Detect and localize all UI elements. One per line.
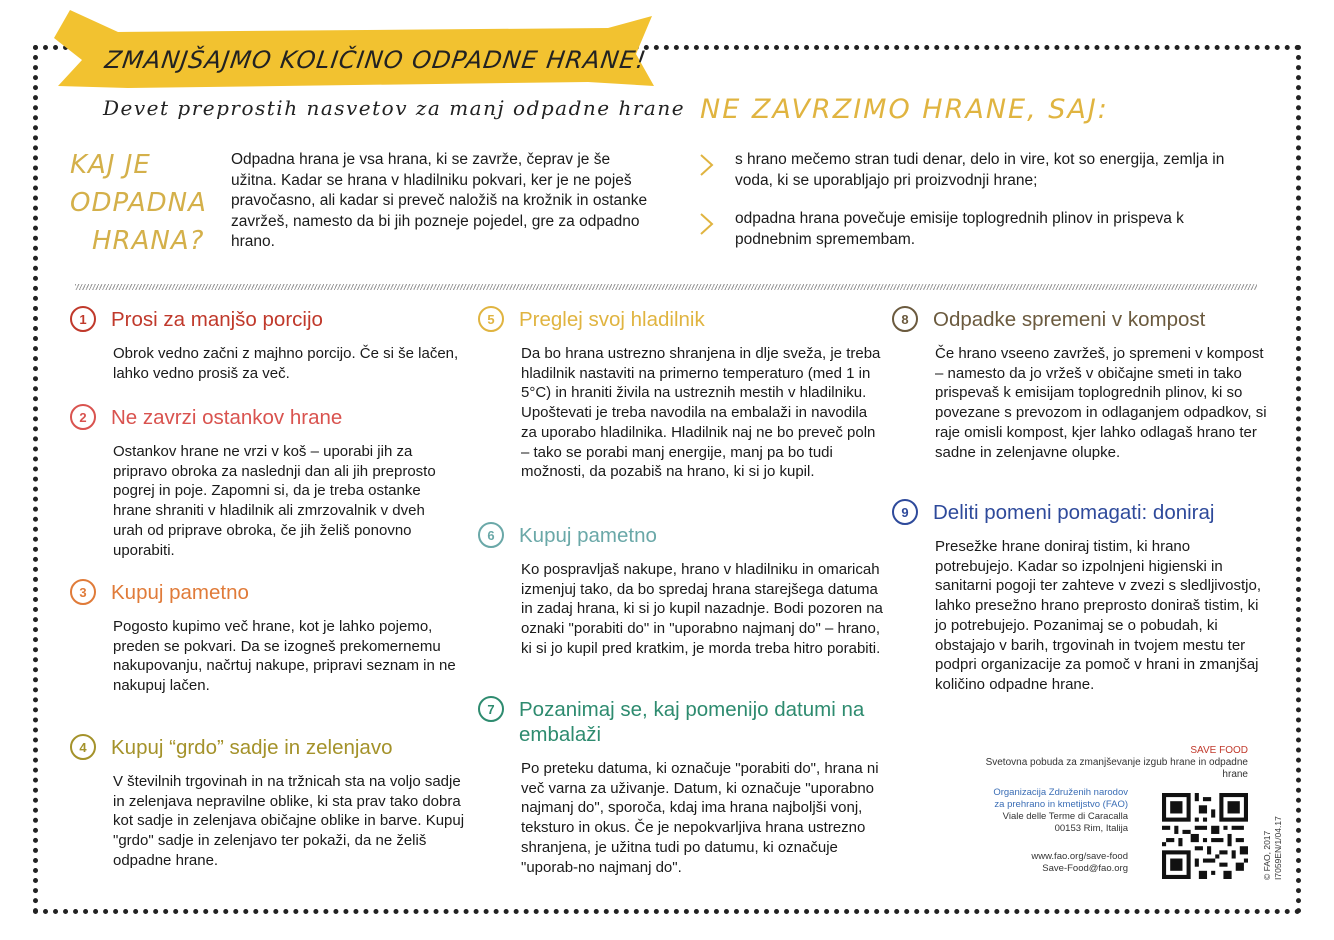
reason-item (697, 150, 1257, 191)
heading-line: KAJ JE (70, 150, 151, 180)
heading-line: ODPADNA (70, 188, 207, 218)
number-badge: 7 (478, 696, 504, 722)
publication-code: I7059EN/1/04.17 (1273, 816, 1283, 880)
chevron-right-icon (697, 211, 717, 237)
chevron-right-icon (697, 152, 717, 178)
reasons-list (697, 150, 1257, 268)
tip-title: Kupuj “grdo” sadje in zelenjavo (111, 736, 393, 759)
number-badge: 5 (478, 306, 504, 332)
tip-text: Da bo hrana ustrezno shranjena in dlje sveža, je treba hladilnik nastaviti na primerno temperaturo (med 1 in 5°C) in hraniti živila na ustreznih mestih v hladilniku. Upoštevati je treba navodila na embalaži in navodila za uporabo hladilnika. Hladilnik naj ne bo preveč poln – tako se porabi manj energije, manj pa bo tudi možnosti, da pozabiš na hrano, ki si jo kupil. (521, 345, 881, 481)
address-line: Viale delle Terme di Caracalla (1002, 811, 1128, 822)
tip-text: Ostankov hrane ne vrzi v koš – uporabi jih za pripravo obroka za naslednji dan ali jih preprosto pogrej in poje. Zapomni si, da je treba ostanke hrane shraniti v hladilnik ali zmrzovalnik v dveh urah od priprave obroka, če jih želiš ponovno uporabiti. (113, 443, 436, 559)
tip-title: Odpadke spremeni v kompost (933, 308, 1206, 331)
tip-5 (478, 307, 888, 482)
tip-9 (892, 500, 1272, 695)
reason-text: s hrano mečemo stran tudi denar, delo in vire, kot so energija, zemlja in voda, ki se uporabljajo pri proizvodnji hrane; (735, 151, 1225, 189)
save-food-label: SAVE FOOD (1190, 745, 1248, 756)
tip-title: Ne zavrzi ostankov hrane (111, 406, 343, 429)
tip-7 (478, 697, 888, 877)
definition-text: Odpadna hrana je vsa hrana, ki se zavrže, čeprav je še užitna. Kadar se hrana v hladilniku pokvari, ker je ne poješ pravočasno, ali kadar si preveč naložiš na krožnik in ostanke zavržeš, namesto da bi jih pozneje pojedel, gre za odpadno hrano. (231, 151, 648, 250)
number-badge: 8 (892, 306, 918, 332)
divider (75, 284, 1257, 290)
tip-title: Kupuj pametno (111, 581, 249, 604)
tip-title: Deliti pomeni pomagati: doniraj (933, 501, 1215, 524)
banner-title: ZMANJŠAJMO KOLIČINO ODPADNE HRANE! (103, 46, 649, 74)
tip-text: Če hrano vseeno zavržeš, jo spremeni v kompost – namesto da jo vržeš v običajne smeti in tako prispevaš k emisijam toplogrednih plinov, ki so povezane s prevozom in odlaganjem odpadkov, si raje omisli kompost, kjer lahko odlagaš hrano ter sadne in zelenjavne olupke. (935, 345, 1267, 461)
tip-title: Prosi za manjšo porcijo (111, 308, 323, 331)
tip-text: Pogosto kupimo več hrane, kot je lahko pojemo, preden se pokvari. Da se izogneš prekomernemu nakupovanju, načrtuj nakupe, pripravi seznam in ne nakupuj lačen. (113, 618, 456, 695)
tip-3 (70, 580, 470, 696)
tip-text: V številnih trgovinah in na tržnicah sta na voljo sadje in zelenjava nepravilne oblike, ki sta prav tako dobra kot sadje in zelenjava običajne oblike in barve. Kupuj "grdo" sadje in zelenjavo ter pokaži, da ne želiš odpadne hrane. (113, 773, 465, 869)
number-badge: 4 (70, 734, 96, 760)
copyright-text: © FAO, 2017 (1262, 830, 1272, 880)
tip-text: Ko pospravljaš nakupe, hrano v hladilniku in omaricah izmenjuj tako, da bo spredaj hrana starejšega datuma in zadaj hrana, ki si jo kupil nazadnje. Bodi pozoren na oznaki "porabiti do" in "uporabno najmanj do" – hrano, ki si jo kupil pred kratkim, je morda treba hitro porabiti. (521, 561, 883, 657)
web-link[interactable]: www.fao.org/save-food (1031, 851, 1128, 862)
tip-2 (70, 405, 470, 560)
reason-item (697, 209, 1257, 250)
address-line: 00153 Rim, Italija (1054, 823, 1128, 834)
email-link[interactable]: Save-Food@fao.org (1042, 863, 1128, 874)
tip-4 (70, 735, 470, 871)
number-badge: 9 (892, 499, 918, 525)
tip-title: Preglej svoj hladilnik (519, 308, 705, 331)
heading-line: HRANA? (92, 226, 205, 256)
initiative-text: Svetovna pobuda za zmanjševanje izgub hrane in odpadne hrane (985, 757, 1248, 780)
reason-text: odpadna hrana povečuje emisije toplogrednih plinov in prispeva k podnebnim spremembam. (735, 210, 1184, 248)
subtitle: Devet preprostih nasvetov za manj odpadne hrane (103, 96, 686, 120)
org-line: Organizacija Združenih narodov (993, 787, 1128, 798)
org-line: za prehrano in kmetijstvo (FAO) (994, 799, 1128, 810)
number-badge: 2 (70, 404, 96, 430)
title-banner (48, 8, 658, 93)
tip-title: Kupuj pametno (519, 524, 657, 547)
tip-8 (892, 307, 1272, 462)
number-badge: 6 (478, 522, 504, 548)
footer-save-food (960, 745, 1248, 781)
tip-text: Po preteku datuma, ki označuje "porabiti do", hrana ni več varna za uživanje. Datum, ki označuje "uporabno najmanj do", sporoča, kdaj ima hrana najboljši vonj, teksturo in okus. Če je nepokvarljiva hrana ustrezno shranjena, je užitna tudi po datumu, ki označuje "uporab-no najmanj do". (521, 760, 879, 876)
what-is-food-waste-heading (70, 146, 220, 260)
number-badge: 3 (70, 579, 96, 605)
tip-text: Presežke hrane doniraj tistim, ki hrano potrebujejo. Kadar so izpolnjeni higienski in sanitarni pogoji ter zahteve v zvezi s sledljivostjo, lahko presežno hrano preprosto doniraš tistim, ki jo potrebujejo. Pozanimaj se o pobudah, ki obstajajo v barih, trgovinah in tvojem mestu ter podpri organizacije za pomoč v hrani in zmanjšaj količino odpadne hrane. (935, 538, 1261, 693)
number-badge: 1 (70, 306, 96, 332)
tip-title: Pozanimaj se, kaj pomenijo datumi na embalaži (519, 698, 865, 746)
tip-1 (70, 307, 470, 383)
footer-address (960, 787, 1128, 875)
qr-code (1162, 793, 1248, 879)
tip-text: Obrok vedno začni z majhno porcijo. Če si še lačen, lahko vedno prosiš za več. (113, 345, 459, 382)
tip-6 (478, 523, 888, 659)
reasons-title: NE ZAVRZIMO HRANE, SAJ: (700, 94, 1109, 125)
